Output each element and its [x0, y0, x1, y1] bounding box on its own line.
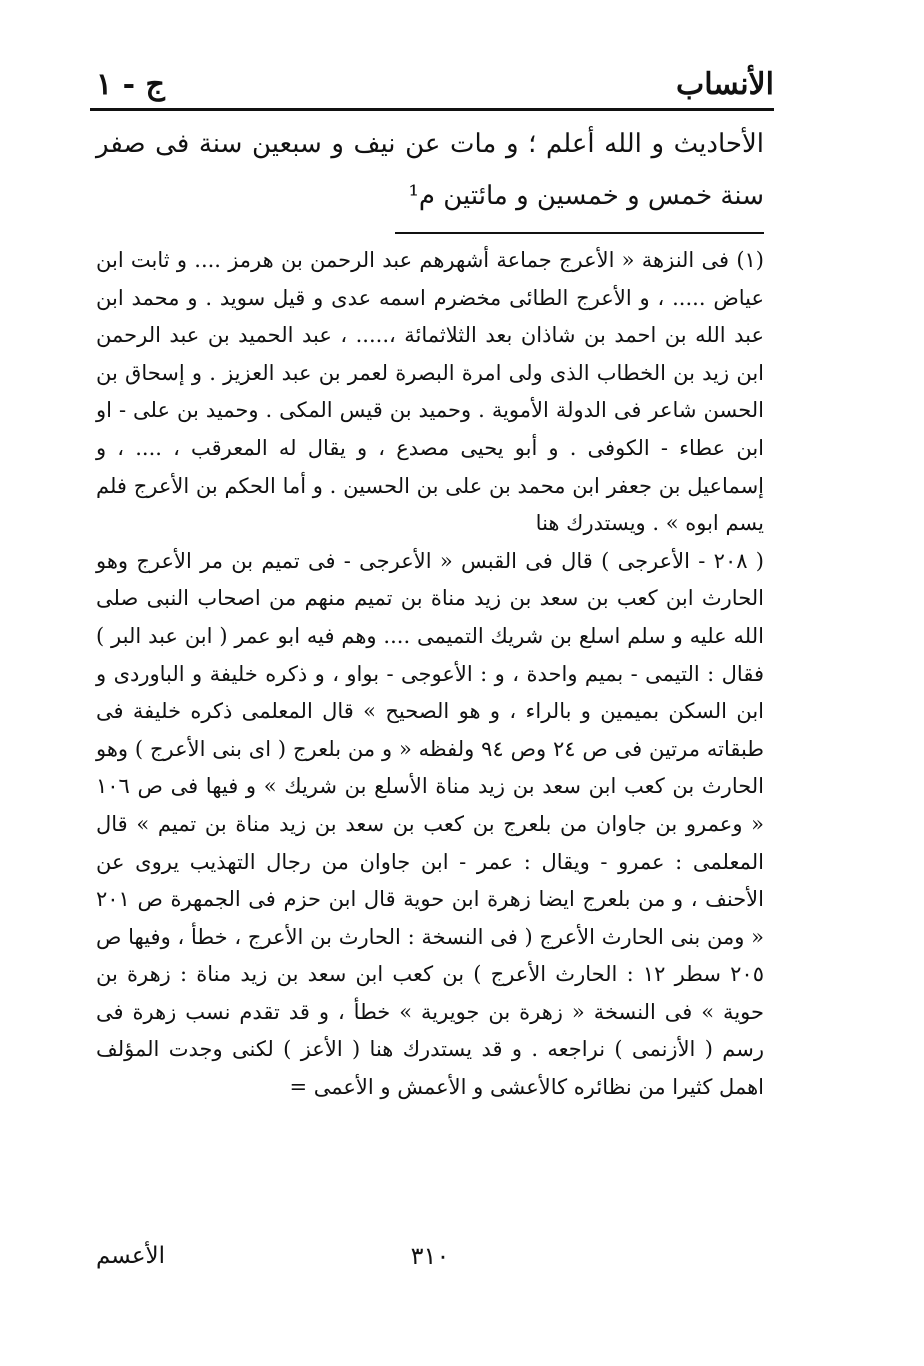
- header-rule: [90, 108, 774, 111]
- page-header: [96, 52, 774, 102]
- footnote-1: (١) فى النزهة « الأعرج جماعة أشهرهم عبد الرحمن بن هرمز .... و ثابت ابن عياض ..... ، و الأعرج الطائى مخضرم اسمه عدى و قيل سويد . و محمد ابن عبد الله بن احمد بن شاذان بعد الثلاثمائة ،..... ، عبد الحميد بن عبد الرحمن ابن زيد بن الخطاب الذى ولى امرة البصرة لعمر بن عبد العزيز . و إسحاق بن الحسن شاعر فى الدولة الأموية . وحميد بن قيس المكى . وحميد بن على - او ابن عطاء - الكوفى . و أبو يحيى مصدع ، و يقال له المعرقب ، .... ، و إسماعيل بن جعفر ابن محمد بن على بن الحسين . و أما الحكم بن الأعرج فلم يسم ابوه » . ويستدرك هنا: [96, 248, 764, 536]
- running-title: الأنساب: [676, 67, 774, 102]
- page-number: ٣١٠: [410, 1242, 450, 1270]
- catchword: الأعسم: [96, 1243, 166, 1269]
- main-paragraph: الأحاديث و الله أعلم ؛ و مات عن نيف و سبعين سنة فى صفر سنة خمس و خمسين و مائتين م¹: [96, 129, 764, 211]
- volume-label: ج - ١: [96, 67, 165, 102]
- footnote-separator: [395, 232, 764, 234]
- footnotes: [96, 242, 764, 1107]
- page-footer: [96, 1236, 764, 1276]
- footnote-2: ( ٢٠٨ - الأعرجى ) قال فى القبس « الأعرجى - فى تميم بن مر الأعرج وهو الحارث ابن كعب بن سعد بن زيد مناة بن تميم منهم من اصحاب النبى صلى الله عليه و سلم اسلع بن شريك التميمى .... وهم فيه ابو عمر ( ابن عبد البر ) فقال : التيمى - بميم واحدة ، و : الأعوجى - بواو ، و ذكره خليفة و الباوردى و ابن السكن بميمين و بالراء ، و هو الصحيح » قال المعلمى ذكره خليفة فى طبقاته مرتين فى ص ٢٤ وص ٩٤ ولفظه « و من بلعرج ( اى بنى الأعرج ) وهو الحارث بن كعب ابن سعد بن زيد مناة الأسلع بن شريك » و فيها فى ص ١٠٦ « وعمرو بن جاوان من بلعرج بن كعب بن سعد بن زيد مناة بن تميم » قال المعلمى : عمرو - ويقال : عمر - ابن جاوان من رجال التهذيب يروى عن الأحنف ، و من بلعرج ايضا زهرة ابن حوية قال ابن حزم فى الجمهرة ص ٢٠١ « ومن بنى الحارث الأعرج ( فى النسخة : الحارث بن الأعرج ، خطأ ، وفيها ص ٢٠٥ سطر ١٢ : الحارث الأعرج ) بن كعب ابن سعد بن زيد مناة : زهرة بن حوية » فى النسخة « زهرة بن جويرية » خطأ ، و قد تقدم نسب زهرة فى رسم ( الأزنمى ) نراجعه . و قد يستدرك هنا ( الأعز ) لكنى وجدت المؤلف اهمل كثيرا من نظائره كالأعشى و الأعمش و الأعمى =: [96, 548, 765, 1100]
- main-text: [96, 118, 764, 222]
